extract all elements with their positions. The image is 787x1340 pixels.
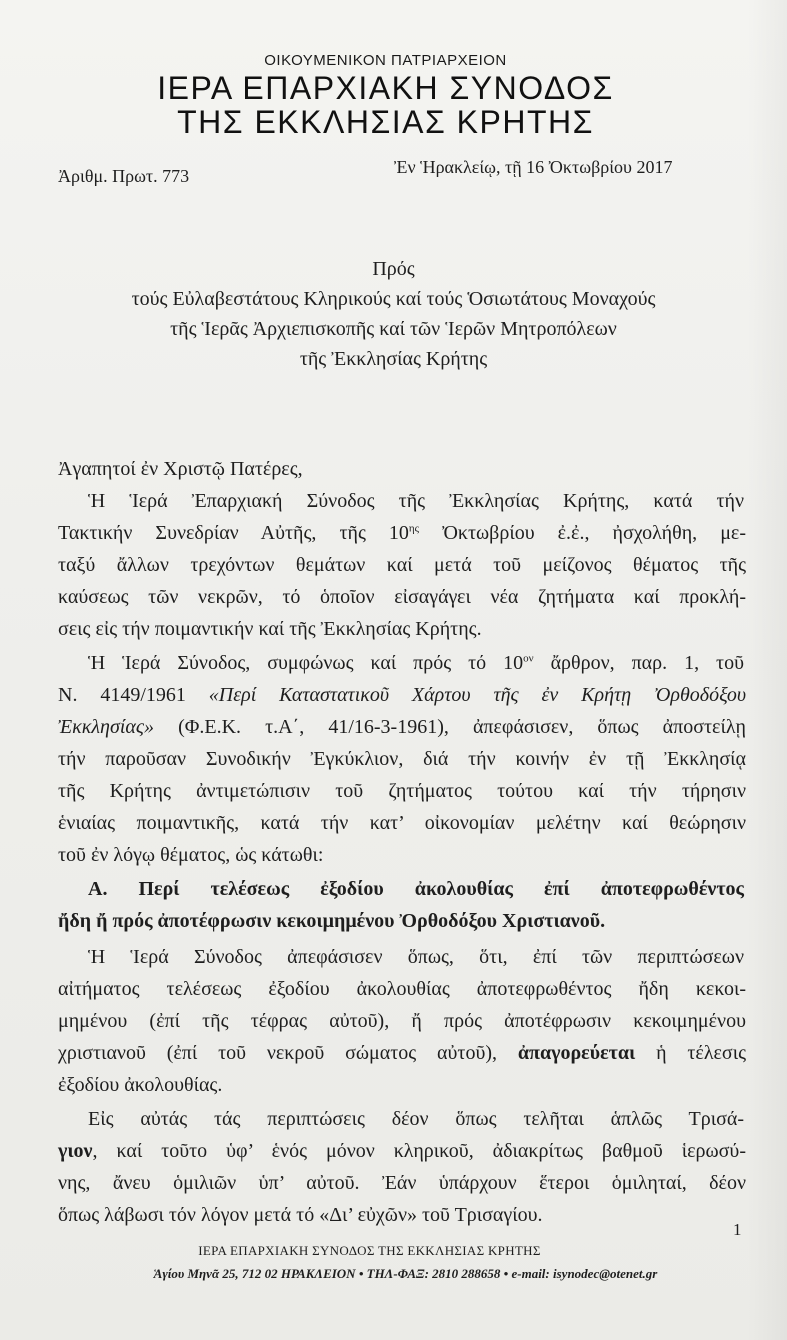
body-line: γιον, καί τοῦτο ὑφ’ ἑνός μόνον κληρικοῦ, ἀδιακρίτως βαθμοῦ ἱερωσύ- <box>58 1140 746 1162</box>
body-line: ὅπως λάβωσι τόν λόγον μετά τό «Δι’ εὐχῶν» τοῦ Τρισαγίου. <box>58 1204 543 1226</box>
place-date: Ἐν Ἡρακλείῳ, τῇ 16 Ὀκτωβρίου 2017 <box>394 157 673 177</box>
body-line: Ν. 4149/1961 «Περί Καταστατικοῦ Χάρτου τῆς ἐν Κρήτῃ Ὀρθοδόξου <box>58 684 747 706</box>
footer-address: Ἁγίου Μηνᾶ 25, 712 02 ΗΡΑΚΛΕΙΟΝ • ΤΗΛ-ΦΑΞ: 2810 288658 • e-mail: isynodec@otenet.gr <box>153 1266 658 1281</box>
body-line: καύσεως τῶν νεκρῶν, τό ὁποῖον εἰσαγάγει νέα ζητήματα καί προκλή- <box>58 586 746 608</box>
page-shading <box>747 0 787 1340</box>
recipient-to: Πρός <box>372 258 415 280</box>
body-line: ἐξοδίου ἀκολουθίας. <box>58 1074 223 1096</box>
body-line: Εἰς αὐτάς τάς περιπτώσεις δέον ὅπως τελῆται ἁπλῶς Τρισά- <box>88 1108 744 1130</box>
section-heading: Α. Περί τελέσεως ἐξοδίου ἀκολουθίας ἐπί ἀποτεφρωθέντος <box>88 878 744 900</box>
body-line: αἰτήματος τελέσεως ἐξοδίου ἀκολουθίας ἀποτεφρωθέντος ἤδη κεκοι- <box>58 978 746 1000</box>
body-line: χριστιανοῦ (ἐπί τοῦ νεκροῦ σώματος αὐτοῦ), ἀπαγορεύεται ἡ τέλεσις <box>58 1042 746 1064</box>
section-heading: ἤδη ἤ πρός ἀποτέφρωσιν κεκοιμημένου Ὀρθοδόξου Χριστιανοῦ. <box>58 910 606 932</box>
body-line: μημένου (ἐπί τῆς τέφρας αὐτοῦ), ἤ πρός ἀποτέφρωσιν κεκοιμημένου <box>58 1010 746 1032</box>
body-line: ἑνιαίας ποιμαντικῆς, κατά τήν κατ’ οἰκονομίαν μελέτην καί θεώρησιν <box>58 812 746 834</box>
recipient-line: τούς Εὐλαβεστάτους Κληρικούς καί τούς Ὁσιωτάτους Μοναχούς <box>131 288 656 310</box>
body-line: σεις εἰς τήν ποιμαντικήν καί τῆς Ἐκκλησίας Κρήτης. <box>58 618 482 640</box>
body-line: τῆς Κρήτης ἀντιμετώπισιν τοῦ ζητήματος τούτου καί τήν τήρησιν <box>58 780 746 802</box>
body-line: Ἡ Ἱερά Σύνοδος ἀπεφάσισεν ὅπως, ὅτι, ἐπί τῶν περιπτώσεων <box>88 946 744 968</box>
body-line: νης, ἄνευ ὁμιλιῶν ὑπ’ αὐτοῦ. Ἐάν ὑπάρχουν ἕτεροι ὁμιληταί, δέον <box>58 1172 746 1194</box>
salutation: Ἀγαπητοί ἐν Χριστῷ Πατέρες, <box>58 458 303 480</box>
body-line: Ἡ Ἱερά Σύνοδος, συμφώνως καί πρός τό $10^{o\nu}$ ἄρθρον, παρ. 1, τοῦ <box>88 652 744 674</box>
recipient-line: τῆς Ἱερᾶς Ἀρχιεπισκοπῆς καί τῶν Ἱερῶν Μητροπόλεων <box>170 318 617 340</box>
body-line: ταξύ ἄλλων τρεχόντων θεμάτων καί μετά τοῦ μείζονος θέματος τῆς <box>58 554 746 576</box>
body-line: τοῦ ἐν λόγῳ θέματος, ὡς κάτωθι: <box>58 844 324 866</box>
recipient-line: τῆς Ἐκκλησίας Κρήτης <box>299 348 488 370</box>
page-number: 1 <box>733 1220 742 1239</box>
body-line: Τακτικήν Συνεδρίαν Αὐτῆς, τῆς $10^{\eta\varsigma}$ Ὀκτωβρίου ἐ.ἐ., ἠσχολήθη, με- <box>58 522 746 544</box>
synod-title-line-2: ΤΗΣ ΕΚΚΛΗΣΙΑΣ ΚΡΗΤΗΣ <box>177 104 594 140</box>
footer-organization: ΙΕΡΑ ΕΠΑΡΧΙΑΚΗ ΣΥΝΟΔΟΣ ΤΗΣ ΕΚΚΛΗΣΙΑΣ ΚΡΗΤΗΣ <box>198 1243 541 1258</box>
synod-title-line-1: ΙΕΡΑ ΕΠΑΡΧΙΑΚΗ ΣΥΝΟΔΟΣ <box>157 70 614 106</box>
protocol-number: Ἀριθμ. Πρωτ. 773 <box>58 166 190 186</box>
body-line: Ἡ Ἱερά Ἐπαρχιακή Σύνοδος τῆς Ἐκκλησίας Κρήτης, κατά τήν <box>88 490 744 512</box>
patriarchate-line: ΟΙΚΟΥΜΕΝΙΚΟΝ ΠΑΤΡΙΑΡΧΕΙΟΝ <box>264 52 507 69</box>
body-line: τήν παροῦσαν Συνοδικήν Ἐγκύκλιον, διά τήν κοινήν ἐν τῇ Ἐκκλησίᾳ <box>58 748 746 770</box>
body-line: Ἐκκλησίας» (Φ.Ε.Κ. τ.Α΄, 41/16-3-1961), ἀπεφάσισεν, ὅπως ἀποστείλῃ <box>58 716 746 738</box>
